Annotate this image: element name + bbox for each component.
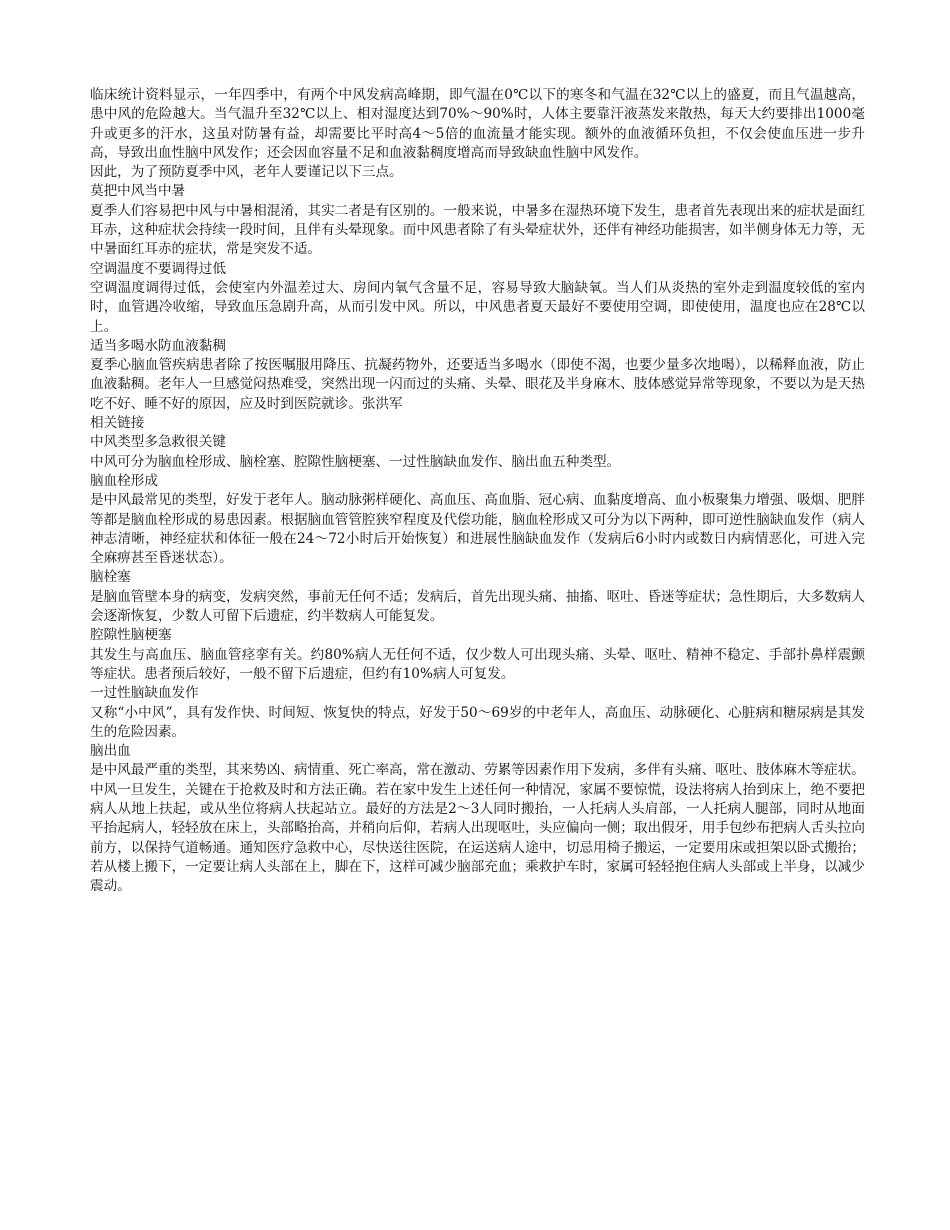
section-heading: 莫把中风当中暑 — [90, 183, 186, 200]
section-heading: 适当多喝水防血液黏稠 — [90, 337, 226, 354]
paragraph: 临床统计资料显示，一年四季中，有两个中风发病高峰期，即气温在0℃以下的寒冬和气温在32℃以上的盛夏，而且气温越高，患中风的危险越大。当气温升至32℃以上、相对湿度达到70%～90%时，人体主要靠汗液蒸发来散热，每天大约要排出1000毫升或更多的汗水，这虽对防暑有益，却需要比平时高4～5倍的血流量才能实现。额外的血液循环负担，不仅会使血压进一步升高，导致出血性脑中风发作；还会因血容量不足和血液黏稠度增高而导致缺血性脑中风发作。 — [90, 87, 865, 161]
paragraph: 又称“小中风”，具有发作快、时间短、恢复快的特点，好发于50～69岁的中老年人，高血压、动脉硬化、心脏病和糖尿病是其发生的危险因素。 — [90, 704, 865, 740]
paragraph: 是中风最常见的类型，好发于老年人。脑动脉粥样硬化、高血压、高血脂、冠心病、血黏度增高、血小板聚集力增强、吸烟、肥胖等都是脑血栓形成的易患因素。根据脑血管管腔狭窄程度及代偿功能，脑血栓形成又可分为以下两种，即可逆性脑缺血发作（病人神志清晰，神经症状和体征一般在24～72小时后开始恢复）和进展性脑缺血发作（发病后6小时内或数日内病情恶化，可进入完全麻痹甚至昏迷状态）。 — [90, 492, 865, 567]
section-heading: 中风类型多急救很关键 — [90, 434, 226, 451]
section-heading: 脑栓塞 — [90, 569, 131, 586]
section-heading: 空调温度不要调得过低 — [90, 260, 226, 277]
section-heading: 腔隙性脑梗塞 — [90, 627, 172, 644]
paragraph: 是脑血管壁本身的病变，发病突然，事前无任何不适；发病后，首先出现头痛、抽搐、呕吐、昏迷等症状；急性期后，大多数病人会逐渐恢复，少数人可留下后遗症，约半数病人可能复发。 — [90, 588, 865, 625]
section-heading: 脑出血 — [90, 743, 131, 760]
paragraph: 其发生与高血压、脑血管痉挛有关。约80%病人无任何不适，仅少数人可出现头痛、头晕、呕吐、精神不稳定、手部扑鼻样震颤等症状。患者预后较好，一般不留下后遗症，但约有10%病人可复发。 — [90, 646, 865, 682]
paragraph: 夏季人们容易把中风与中暑相混淆，其实二者是有区别的。一般来说，中暑多在湿热环境下发生，患者首先表现出来的症状是面红耳赤，这种症状会持续一段时间，且伴有头晕现象。而中风患者除了有头晕症状外，还伴有神经功能损害，如半侧身体无力等，无中暑面红耳赤的症状，常是突发不适。 — [90, 202, 865, 258]
paragraph: 空调温度调得过低，会使室内外温差过大、房间内氧气含量不足，容易导致大脑缺氧。当人们从炎热的室外走到温度较低的室内时，血管遇冷收缩，导致血压急剧升高，从而引发中风。所以，中风患者夏天最好不要使用空调，即使使用，温度也应在28℃以上。 — [90, 279, 865, 335]
paragraph: 中风可分为脑血栓形成、脑栓塞、腔隙性脑梗塞、一过性脑缺血发作、脑出血五种类型。 — [90, 453, 621, 470]
paragraph: 是中风最严重的类型，其来势凶、病情重、死亡率高，常在激动、劳累等因素作用下发病，多伴有头痛、呕吐、肢体麻木等症状。 — [90, 762, 865, 779]
section-heading: 一过性脑缺血发作 — [90, 685, 199, 702]
paragraph: 夏季心脑血管疾病患者除了按医嘱服用降压、抗凝药物外，还要适当多喝水（即使不渴，也要少量多次地喝），以稀释血液，防止血液黏稠。老年人一旦感觉闷热难受，突然出现一闪而过的头痛、头晕、眼花及半身麻木、肢体感觉异常等现象，不要以为是天热吃不好、睡不好的原因，应及时到医院就诊。张洪军 — [90, 357, 865, 412]
paragraph: 中风一旦发生，关键在于抢救及时和方法正确。若在家中发生上述任何一种情况，家属不要惊慌，设法将病人抬到床上，绝不要把病人从地上扶起，或从坐位将病人扶起站立。最好的方法是2～3人同时搬抬，一人托病人头肩部，一人托病人腿部，同时从地面平抬起病人，轻轻放在床上，头部略抬高，并稍向后仰，若病人出现呕吐，头应偏向一侧；取出假牙，用手包纱布把病人舌头拉向前方，以保持气道畅通。通知医疗急救中心，尽快送往医院，在运送病人途中，切忌用椅子搬运，一定要用床或担架以卧式搬抬；若从楼上搬下，一定要让病人头部在上，脚在下，这样可减少脑部充血；乘救护车时，家属可轻轻抱住病人头部或上半身，以减少震动。 — [90, 781, 865, 895]
paragraph: 因此，为了预防夏季中风，老年人要谨记以下三点。 — [90, 164, 403, 181]
document-body — [90, 86, 865, 896]
section-heading: 相关链接 — [90, 415, 145, 432]
section-heading: 脑血栓形成 — [90, 472, 158, 489]
